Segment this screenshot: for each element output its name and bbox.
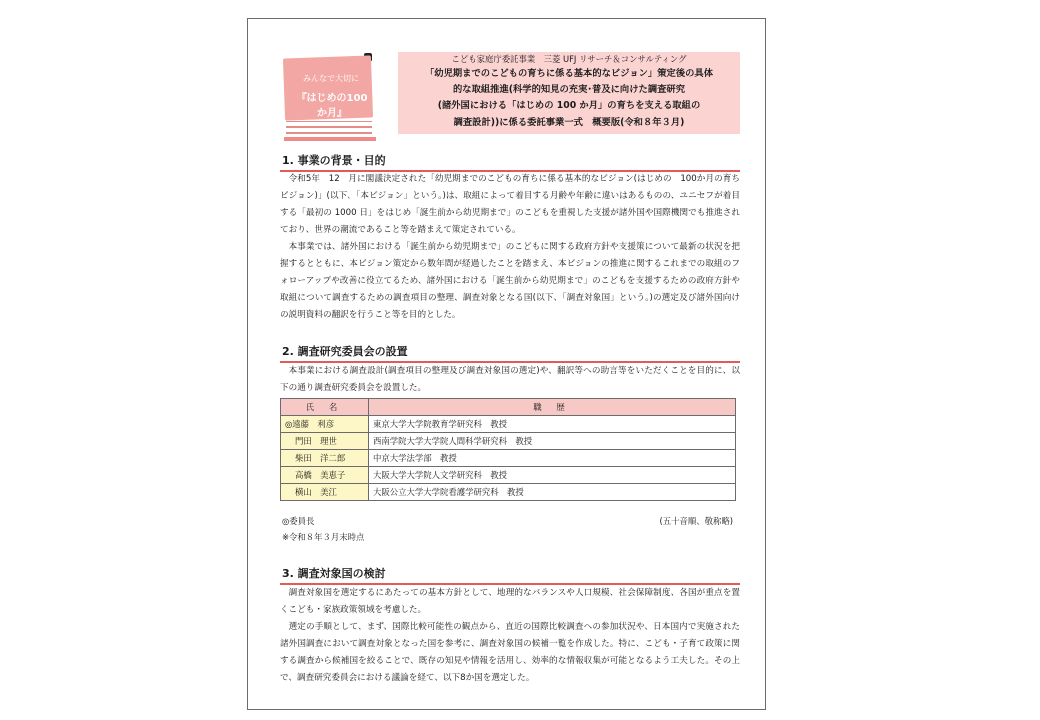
paragraph: 令和5年 12 月に閣議決定された「幼児期までのこどもの育ちに係る基本的なビジョン(はじめの 100か月の育ちビジョン)」(以下､「本ビジョン」という。)は、取組によって着目する月齢や年齢に違いはあるものの、ユニセフが着目する「最初の 1000 日」をはじめ「誕生前から幼児期まで」のこどもを重視した支援が諸外国や国際機関でも推進されており、世界の潮流であること等を踏まえて策定されている。 — [280, 174, 740, 235]
table-row — [281, 450, 736, 467]
table-row — [281, 467, 736, 484]
member-name: 門田 理世 — [281, 433, 369, 450]
section2-intro — [280, 363, 740, 397]
title-line: 的な取組推進(科学的知見の充実･普及に向けた調査研究 — [452, 84, 686, 96]
member-name: 柴田 洋二郎 — [281, 450, 369, 467]
section1-title: 1. 事業の背景・目的 — [280, 152, 740, 172]
section3-body — [280, 585, 740, 687]
book-base — [284, 137, 376, 141]
program-logo — [284, 53, 380, 139]
paragraph: 調査対象国を選定するにあたっての基本方針として、地理的なバランスや人口規模、社会保障制度、各国が重点を置くこども・家族政策領域を考慮した。 — [280, 588, 740, 615]
column-header-name: 氏 名 — [281, 399, 369, 416]
paragraph: 本事業における調査設計(調査項目の整理及び調査対象国の選定)や、翻訳等への助言等をいただくことを目的に、以下の通り調査研究委員会を設置した。 — [280, 366, 740, 393]
title-line: 「幼児期までのこどもの育ちに係る基本的なビジョン」策定後の具体 — [424, 68, 714, 79]
table-row — [281, 484, 736, 501]
member-name: ◎遠藤 利彦 — [281, 416, 369, 433]
document-header — [398, 52, 740, 134]
member-role: 大阪公立大学大学院看護学研究科 教授 — [369, 484, 736, 501]
table-row — [281, 416, 736, 433]
column-header-role: 職 歴 — [369, 399, 736, 416]
chair-note: ◎委員長 — [282, 516, 315, 526]
logo-line-2: 『はじめの100か月』 — [296, 93, 368, 119]
member-role: 中京大学法学部 教授 — [369, 450, 736, 467]
member-name: 横山 美江 — [281, 484, 369, 501]
section3-title: 3. 調査対象国の検討 — [280, 565, 740, 585]
date-note: ※令和８年３月末時点 — [282, 532, 365, 542]
member-role: 西南学院大学大学院人間科学研究科 教授 — [369, 433, 736, 450]
member-role: 大阪大学大学院人文学研究科 教授 — [369, 467, 736, 484]
paragraph: 選定の手順として、まず、国際比較可能性の観点から、直近の国際比較調査への参加状況や、日本国内で実施された諸外国調査において調査対象となった国を参考に、調査対象国の候補一覧を作成した。特に、こども・子育て政策に関する調査から候補国を絞ることで、既存の知見や情報を活用し、効率的な情報収集が可能となるよう工夫した。その上で、調査研究委員会における議論を経て、以下8か国を選定した。 — [280, 622, 740, 683]
publisher-line: こども家庭庁委託事業 三菱 UFJ リサーチ＆コンサルティング — [451, 54, 687, 64]
table-row — [281, 433, 736, 450]
member-name: 高橋 美恵子 — [281, 467, 369, 484]
committee-table — [280, 398, 736, 501]
title-line: (諸外国における「はじめの 100 か月」の育ちを支える取組の — [437, 100, 701, 112]
paragraph: 本事業では、諸外国における「誕生前から幼児期まで」のこどもに関する政府方針や支援策について最新の状況を把握するとともに、本ビジョン策定から数年間が経過したことを踏まえ、本ビジョンの推進に関するこれまでの取組のフォローアップや改善に役立てるため、諸外国における「誕生前から幼児期まで」のこどもを支援するための政府方針や取組について調査するための調査項目の整理、調査対象となる国(以下、「調査対象国」という。)の選定及び諸外国向けの説明資料の翻訳を行うこと等を目的とした。 — [280, 242, 740, 320]
document-page — [247, 18, 766, 710]
title-line: 調査設計))に係る委託事業一式 概要版(令和８年３月) — [453, 116, 685, 128]
order-note: (五十音順、敬称略) — [659, 516, 733, 526]
member-role: 東京大学大学院教育学研究科 教授 — [369, 416, 736, 433]
section2-title: 2. 調査研究委員会の設置 — [280, 343, 740, 363]
section1-body — [280, 171, 740, 324]
logo-line-1: みんなで大切に — [303, 74, 359, 83]
table-header-row — [281, 399, 736, 416]
